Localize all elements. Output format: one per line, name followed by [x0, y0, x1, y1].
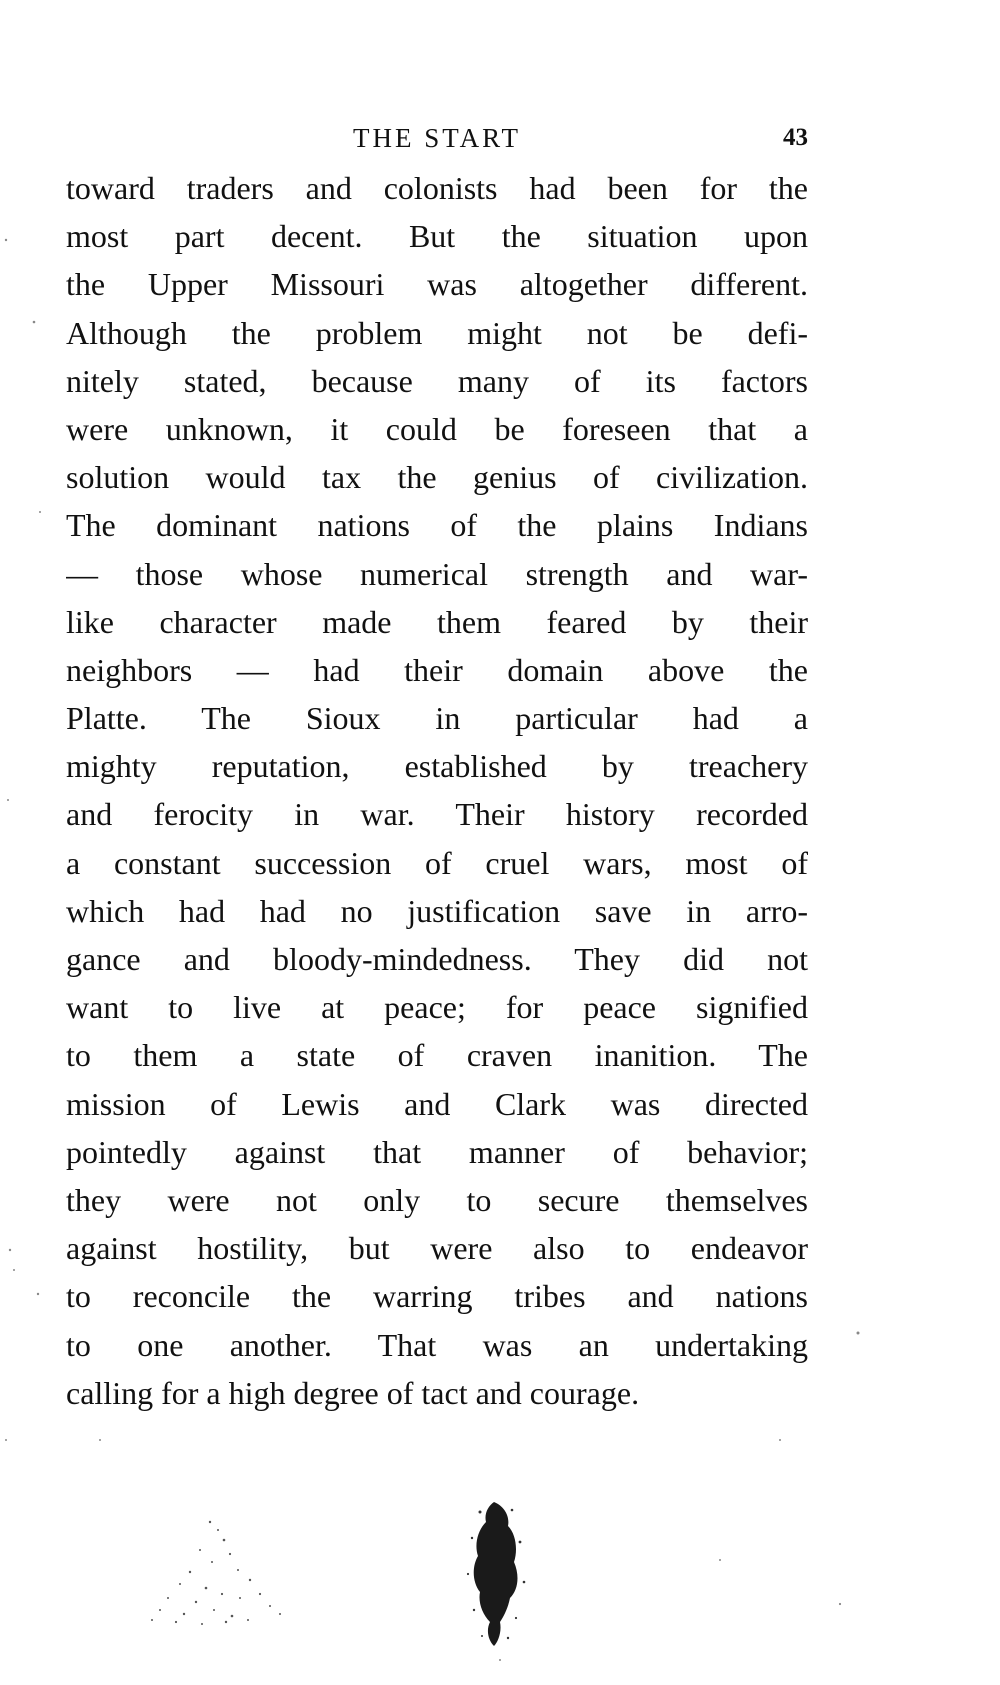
text-line: which had had no justification save in arro-: [66, 892, 808, 929]
text-line: the Upper Missouri was altogether different.: [66, 266, 808, 303]
ink-blot-ornament: [460, 1498, 530, 1648]
text-line: to them a state of craven inanition. The: [66, 1037, 808, 1074]
text-line: solution would tax the genius of civilization.: [66, 459, 808, 496]
text-line: Platte. The Sioux in particular had a: [66, 700, 808, 737]
text-line: mighty reputation, established by treachery: [66, 748, 808, 785]
text-line: pointedly against that manner of behavior;: [66, 1133, 808, 1170]
text-line: want to live at peace; for peace signified: [66, 989, 808, 1026]
running-title: THE START: [353, 123, 521, 153]
text-line: The dominant nations of the plains Indians: [66, 507, 808, 544]
text-line: — those whose numerical strength and war-: [66, 555, 808, 592]
text-line: nitely stated, because many of its factors: [66, 362, 808, 399]
text-line: calling for a high degree of tact and courage.: [66, 1374, 640, 1411]
body-paragraph: [66, 164, 808, 1417]
text-line: were unknown, it could be foreseen that a: [66, 410, 808, 447]
text-line: like character made them feared by their: [66, 603, 808, 640]
text-line: a constant succession of cruel wars, most of: [66, 844, 808, 881]
text-line: to one another. That was an undertaking: [66, 1326, 808, 1363]
text-line: most part decent. But the situation upon: [66, 218, 808, 255]
text-line: neighbors — had their domain above the: [66, 651, 808, 688]
text-line: mission of Lewis and Clark was directed: [66, 1085, 808, 1122]
text-line: Although the problem might not be defi-: [66, 314, 808, 351]
page-number: 43: [783, 124, 808, 151]
text-line: gance and bloody-mindedness. They did not: [66, 941, 808, 977]
text-line: against hostility, but were also to endeavor: [66, 1230, 808, 1267]
text-line: and ferocity in war. Their history recorded: [66, 796, 808, 833]
text-line: to reconcile the warring tribes and nations: [66, 1278, 808, 1315]
running-head: [66, 118, 808, 158]
ink-speckle-decoration: [140, 1510, 310, 1630]
text-line: toward traders and colonists had been for the: [66, 170, 808, 206]
text-line: they were not only to secure themselves: [66, 1181, 808, 1218]
